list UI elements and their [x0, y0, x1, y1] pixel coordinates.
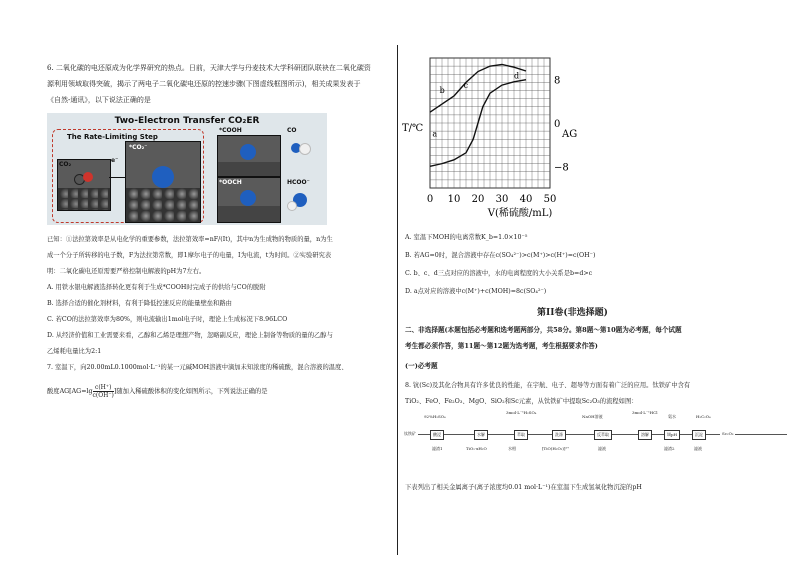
flow-step-back-extraction: 反萃取: [594, 430, 612, 440]
electron-label: e⁻: [111, 157, 119, 164]
ag-tick-label: −8: [554, 162, 569, 174]
co2-adsorbed-label: *CO₂⁻: [129, 144, 148, 151]
ag-numerator: c(H⁺): [93, 384, 114, 392]
flow-step-ore: 钛铁矿: [404, 431, 416, 436]
x-tick-label: 40: [519, 194, 533, 205]
q6-note-line2: 成一个分子所转移的电子数，F为法拉第常数，即1摩尔电子的电量，I为电流，t为时间。②实验研究表: [47, 252, 332, 259]
catalyst-surface: [58, 188, 110, 210]
waste-filtrate-2: 滤液: [694, 446, 702, 451]
co2er-figure: [47, 113, 327, 225]
reagent-ammonia: 氨水: [668, 414, 676, 419]
q7-option-a: A. 室温下MOH的电离常数K_b=1.0×10⁻⁵: [405, 234, 528, 241]
ag-fraction: [93, 384, 114, 399]
co-oxygen: [299, 143, 311, 155]
x-tick-label: 10: [447, 194, 461, 205]
q6-note-line3: 明：二氧化碳电还原需要严格控制电解液的pH为7左右。: [47, 268, 206, 275]
flow-step-adjust-ph: 调pH: [664, 430, 680, 440]
reagent-h2so4-3m: 3mol·L⁻¹H₂SO₄: [506, 410, 537, 415]
q7-line2: [47, 384, 268, 399]
flow-step-wash: 洗涤: [552, 430, 566, 440]
flow-step-hydrolysis: 水解: [474, 430, 488, 440]
q7-option-c: C. b、c、d三点对应的溶液中，水的电离程度的大小关系是b=d>c: [405, 270, 593, 277]
q6-option-a: A. 用铁水银电解液选择转化更有利于生成*COOH时完成子的供给与CO的脱附: [47, 284, 266, 291]
process-flowchart: [402, 408, 787, 470]
cooh-molecule: [240, 144, 256, 160]
q7-line2-end: ]随加入稀硫酸体积的变化如图所示，下列说法正确的是: [113, 388, 268, 395]
temperature-axis-label: T/℃: [402, 123, 424, 134]
co2-label: CO₂: [59, 161, 72, 168]
waste-tio-h2o2: [TiO(H₂O₂)]²⁺: [542, 446, 570, 451]
temperature-ag-chart: [397, 50, 597, 228]
reagent-hcl: 3mol·L⁻¹HCl: [632, 410, 658, 415]
q6-note-line1: 已知：①法拉第效率是从电化学的重要参数，法拉第效率=nF/(It)，其中n为生成物的物质的量，n为生: [47, 236, 333, 243]
q6-option-b: B. 选择合适的催化剂材料，有利于降低控速反应的能量壁垒和路由: [47, 300, 232, 307]
ag-denominator: c(OH⁻): [92, 392, 114, 399]
required-section-label: (一)必考题: [405, 362, 438, 370]
co2-molecule: [152, 166, 174, 188]
x-axis-label: V(稀硫酸/mL): [487, 208, 553, 219]
waste-residue-1: 滤渣1: [432, 446, 443, 451]
waste-filtrate-1: 滤液: [598, 446, 606, 451]
x-tick-label: 0: [426, 194, 434, 205]
q7-line1: 7. 室温下，向20.00mL0.1000mol·L⁻¹的某一元碱MOH溶液中滴加未知浓度的稀硫酸，混合溶液的温度、: [47, 364, 348, 371]
oxygen-atom: [83, 172, 93, 182]
q6-option-d-line1: D. 从经济价值和工业需要来看，乙醇和乙烯是理想产物，忽略副反应，理论上制备等物质的量的乙醇与: [47, 332, 333, 339]
flow-step-extraction: 萃取: [514, 430, 528, 440]
hcoo-h: [287, 201, 297, 211]
x-tick-label: 20: [471, 194, 485, 205]
q7-option-b: B. 若AG=0时，混合溶液中存在c(SO₄²⁻)>c(M⁺)>c(H⁺)=c(OH⁻): [405, 252, 596, 259]
flow-product: Sc₂O₃: [722, 431, 734, 436]
part2-instructions-line1: 二、非选择题(本题包括必考题和选考题两部分，共58分。第8题～第10题为必考题，每个试题: [405, 326, 682, 334]
part2-heading: 第II卷(非选择题): [537, 308, 608, 318]
point-label-b: b: [439, 86, 445, 96]
ag-tick-label: 8: [554, 75, 561, 87]
co-label: CO: [287, 127, 297, 134]
chart-grid: [430, 58, 550, 188]
rate-limiting-label: The Rate-Limiting Step: [67, 133, 158, 141]
catalyst-surface: [218, 206, 280, 222]
right-column: [397, 0, 794, 562]
point-label-a: a: [432, 129, 438, 139]
ag-tick-label: 0: [554, 119, 561, 130]
panel-co2-adsorbed: [125, 141, 201, 223]
reagent-h2so4-92: 92%H₂SO₄: [424, 414, 446, 419]
q6-option-d-line2: 乙烯耗电量比为2:1: [47, 348, 102, 355]
q6-option-c: C. 若CO的法拉第效率为80%，则电流输出1mol电子时，理论上生成标况下8.96LCO: [47, 316, 288, 323]
q7-option-d: D. a点对应的溶液中c(M⁺)+c(MOH)=8c(SO₄²⁻): [405, 288, 547, 295]
q8-line1: 8. 钪(Sc)及其化合物具有许多优良的性能，在宇航、电子、超导等方面有着广泛的应用。钛铁矿中含有: [405, 382, 691, 389]
flow-step-acid-leach: 酸浸: [430, 430, 444, 440]
point-label-d: d: [514, 71, 520, 81]
hcoo-label: HCOO⁻: [287, 179, 310, 186]
waste-residue-2: 滤渣2: [664, 446, 675, 451]
flow-step-dissolve: 溶解: [638, 430, 652, 440]
x-tick-label: 50: [543, 194, 557, 205]
ag-axis-label: AG: [562, 129, 578, 140]
panel-cooh: [217, 135, 281, 177]
x-tick-label: 30: [495, 194, 509, 205]
q6-intro-line1: 6. 二氧化碳的电还原成为化学界研究的热点。日前，天津大学与丹麦技术大学科研团队联袂在二氧化碳资: [47, 64, 371, 72]
q6-intro-line3: 《自然-通讯》，以下说法正确的是: [47, 96, 151, 104]
arrow-1: [109, 177, 125, 178]
waste-aqueous: 水相: [508, 446, 516, 451]
figure-title: Two-Electron Transfer CO₂ER: [114, 116, 260, 126]
cooh-label: *COOH: [219, 127, 242, 134]
ooch-label: *OOCH: [219, 179, 242, 186]
catalyst-surface: [218, 162, 280, 176]
waste-tio2: TiO₂·xH₂O: [466, 446, 487, 451]
point-label-c: c: [463, 80, 469, 90]
q8-line2: TiO₂、FeO、Fe₂O₃、MgO、SiO₂和Sc元素，从钛铁矿中提取Sc₂O₃的流程如图：: [405, 398, 638, 405]
catalyst-surface: [126, 188, 200, 222]
q7-line2-start: 酸度AG[AG=lg: [47, 388, 93, 395]
reagent-oxalic-acid: H₂C₂O₄: [696, 414, 711, 419]
flow-step-precipitate: 沉淀: [692, 430, 706, 440]
reagent-naoh: NaOH溶液: [582, 414, 603, 419]
q6-intro-line2: 源利用领域取得突破，揭示了两电子二氧化碳电还原的控速步骤(下图虚线框图所示)，相关成果发表于: [47, 80, 361, 88]
ooch-molecule: [240, 190, 256, 206]
q8-table-intro: 下表列出了相关金属离子(离子浓度均0.01 mol·L⁻¹)在室温下生成氢氧化物沉淀的pH: [405, 484, 642, 491]
part2-instructions-line2: 考生都必须作答，第11题～第12题为选考题，考生根据要求作答): [405, 342, 598, 350]
